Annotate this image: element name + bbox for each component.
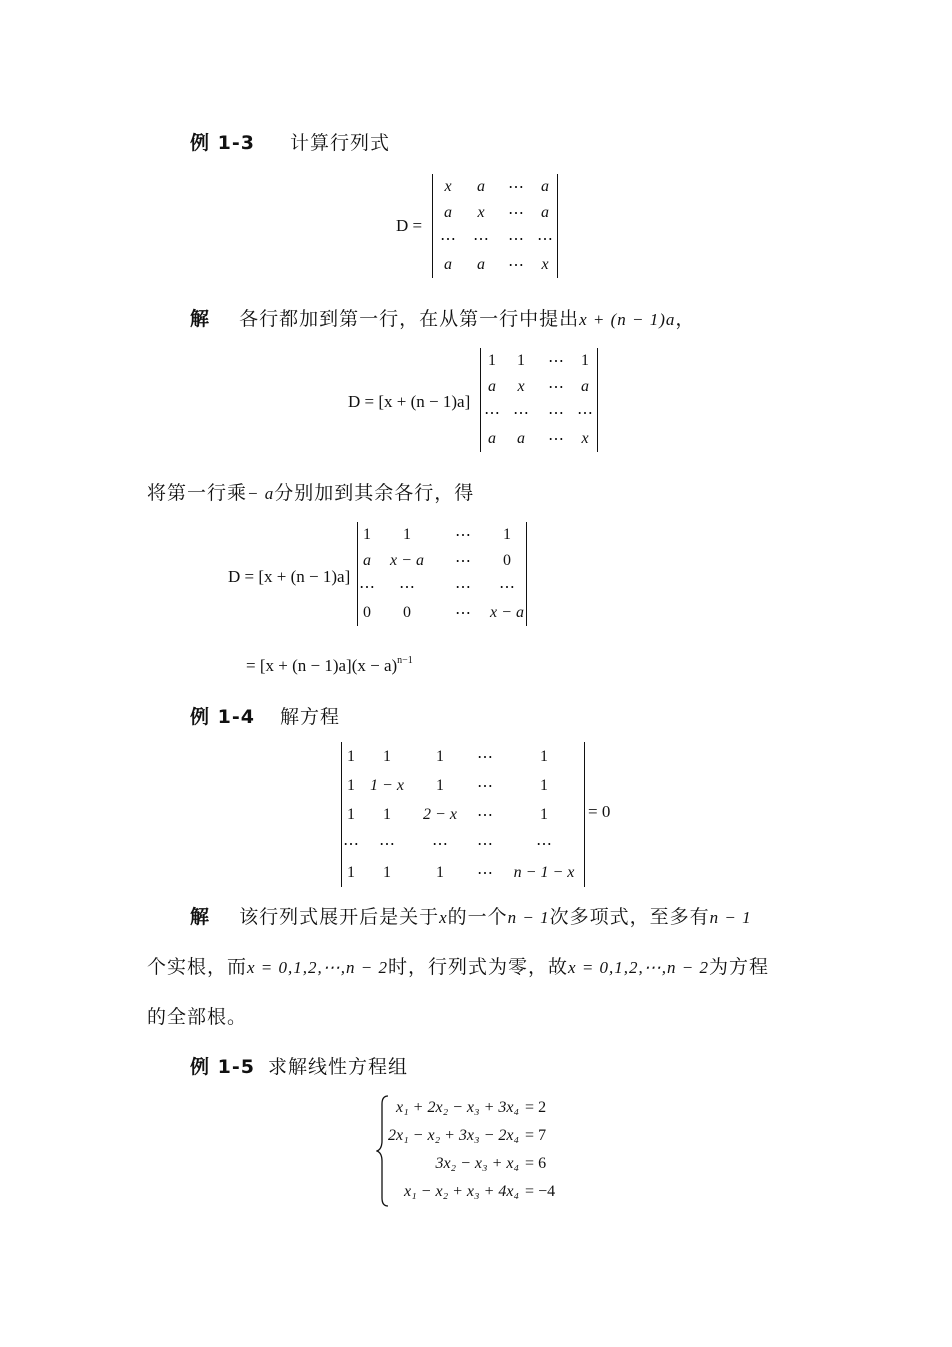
matrix-cell: x <box>541 256 549 273</box>
matrix-row <box>433 200 557 226</box>
matrix-cell: 1 <box>347 747 355 765</box>
matrix-cell: a <box>517 430 525 447</box>
matrix-cell: a <box>363 552 371 569</box>
matrix-row <box>358 522 526 548</box>
determinant-4 <box>341 742 585 887</box>
matrix-cell: ⋯ <box>508 179 524 196</box>
determinant-3 <box>357 522 527 626</box>
matrix-row <box>481 348 597 374</box>
matrix-cell: ⋯ <box>499 579 515 596</box>
solution-comma: ， <box>675 308 696 330</box>
matrix-cell: ⋯ <box>548 379 564 396</box>
math: n − 1 <box>507 908 550 927</box>
matrix-cell: a <box>477 256 485 273</box>
matrix-cell: 1 <box>503 526 511 543</box>
matrix-cell: ⋯ <box>379 835 395 853</box>
example-label: 例 1-3 <box>190 132 255 154</box>
matrix-cell: 0 <box>503 552 511 569</box>
matrix-cell: n − 1 − x <box>513 863 575 881</box>
matrix-row <box>342 858 584 887</box>
equation-lhs: 3x₂ − x₃ + x₄ <box>435 1155 520 1172</box>
equation-lhs: x₁ + 2x₂ − x₃ + 3x₄ <box>396 1099 520 1116</box>
matrix-cell: ⋯ <box>537 231 553 248</box>
solution-1-3-line <box>190 304 695 331</box>
matrix-cell: x <box>444 178 452 195</box>
matrix-cell: a <box>444 256 452 273</box>
solution-expr: x + (n − 1)a <box>579 310 676 329</box>
matrix-cell: ⋯ <box>440 231 456 248</box>
example-1-5-heading <box>190 1052 408 1079</box>
matrix-cell: ⋯ <box>455 579 471 596</box>
matrix-cell: ⋯ <box>359 579 375 596</box>
matrix-row <box>358 548 526 574</box>
text: 该行列式展开后是关于 <box>239 906 440 928</box>
matrix-cell: ⋯ <box>432 835 448 853</box>
math: x = 0,1,2,⋯,n − 2 <box>247 958 389 977</box>
matrix-cell: ⋯ <box>455 527 471 544</box>
text-2m: − a <box>247 484 275 503</box>
matrix-cell: a <box>581 378 589 395</box>
matrix-cell: 1 <box>540 776 548 794</box>
equation-row <box>388 1094 555 1122</box>
matrix-cell: ⋯ <box>399 579 415 596</box>
matrix-cell: ⋯ <box>484 405 500 422</box>
matrix-cell: x − a <box>490 604 524 621</box>
text: 次多项式，至多有 <box>549 906 710 928</box>
matrix-cell: ⋯ <box>477 777 493 795</box>
equation-lhs: x₁ − x₂ + x₃ + 4x₄ <box>404 1183 520 1200</box>
solution-1-3-line2 <box>147 478 474 505</box>
matrix-row <box>481 400 597 426</box>
text: 为方程 <box>709 956 770 978</box>
matrix-cell: x − a <box>390 552 424 569</box>
equation-rhs: = 2 <box>525 1099 547 1116</box>
matrix-cell: ⋯ <box>477 864 493 882</box>
example-1-4-heading <box>190 702 340 729</box>
equation-row <box>388 1178 555 1206</box>
matrix-cell: 0 <box>403 604 411 621</box>
result-line <box>246 655 413 676</box>
matrix-cell: ⋯ <box>477 806 493 824</box>
matrix-cell: ⋯ <box>577 405 593 422</box>
matrix-cell: ⋯ <box>548 431 564 448</box>
solution-label: 解 <box>190 906 211 928</box>
solution-1-4-line3: 的全部根。 <box>147 1006 248 1028</box>
matrix-cell: 1 <box>581 352 589 369</box>
solution-1-4-line2 <box>147 952 769 979</box>
matrix-cell: a <box>488 378 496 395</box>
matrix-cell: 1 <box>436 863 444 881</box>
example-title: 求解线性方程组 <box>268 1056 409 1078</box>
matrix-row <box>342 800 584 829</box>
math: x = 0,1,2,⋯,n − 2 <box>568 958 710 977</box>
matrix-cell: 1 <box>383 805 391 823</box>
matrix-cell: a <box>444 204 452 221</box>
math: n − 1 <box>709 908 752 927</box>
matrix-row <box>342 829 584 858</box>
determinant-1 <box>432 174 558 278</box>
matrix-cell: ⋯ <box>536 835 552 853</box>
matrix-cell: ⋯ <box>477 748 493 766</box>
matrix-cell: ⋯ <box>455 553 471 570</box>
result: = [x + (n − 1)a](x − a) <box>246 656 398 675</box>
matrix-cell: 1 <box>403 526 411 543</box>
text-2b: 分别加到其余各行，得 <box>274 482 475 504</box>
matrix-cell: 1 <box>517 352 525 369</box>
matrix-row <box>433 252 557 278</box>
matrix-cell: ⋯ <box>548 405 564 422</box>
equation-row <box>388 1150 555 1178</box>
matrix-row <box>433 174 557 200</box>
text: 的一个 <box>447 906 508 928</box>
matrix-cell: 1 <box>347 776 355 794</box>
matrix-cell: ⋯ <box>513 405 529 422</box>
example-title: 解方程 <box>280 706 341 728</box>
equation-rhs: = 0 <box>588 802 611 821</box>
matrix-row <box>481 426 597 452</box>
matrix-cell: ⋯ <box>343 835 359 853</box>
solution-label: 解 <box>190 308 211 330</box>
matrix-cell: 1 <box>383 863 391 881</box>
det-lhs-3: D = [x + (n − 1)a] <box>228 567 351 586</box>
matrix-cell: a <box>541 204 549 221</box>
matrix-cell: x <box>517 378 525 395</box>
example-title: 计算行列式 <box>290 132 391 154</box>
det-lhs-2: D = [x + (n − 1)a] <box>348 392 471 411</box>
result-exponent: n−1 <box>397 655 413 666</box>
equation-rhs: = 6 <box>525 1155 547 1172</box>
matrix-row <box>342 771 584 800</box>
matrix-cell: ⋯ <box>508 231 524 248</box>
matrix-cell: ⋯ <box>473 231 489 248</box>
det-lhs: D = <box>396 216 423 235</box>
matrix-row <box>342 742 584 771</box>
matrix-cell: 0 <box>363 604 371 621</box>
matrix-row <box>481 374 597 400</box>
solution-1-4-line1 <box>190 902 752 929</box>
matrix-cell: a <box>488 430 496 447</box>
solution-text: 各行都加到第一行，在从第一行中提出 <box>239 308 580 330</box>
matrix-cell: 1 − x <box>370 776 404 794</box>
matrix-cell: x <box>477 204 485 221</box>
matrix-cell: ⋯ <box>548 353 564 370</box>
matrix-cell: 1 <box>347 805 355 823</box>
matrix-cell: 1 <box>363 526 371 543</box>
matrix-cell: ⋯ <box>455 605 471 622</box>
example-label: 例 1-4 <box>190 706 255 728</box>
matrix-cell: 1 <box>540 805 548 823</box>
matrix-cell: 1 <box>436 747 444 765</box>
matrix-cell: x <box>581 430 589 447</box>
equation-lhs: 2x₁ − x₂ + 3x₃ − 2x₄ <box>388 1127 520 1144</box>
matrix-row <box>358 574 526 600</box>
equation-rhs: = −4 <box>525 1183 556 1200</box>
matrix-row <box>433 226 557 252</box>
equation-row <box>388 1122 555 1150</box>
text-2a: 将第一行乘 <box>147 482 248 504</box>
matrix-cell: ⋯ <box>508 205 524 222</box>
matrix-cell: ⋯ <box>508 257 524 274</box>
matrix-cell: 1 <box>488 352 496 369</box>
matrix-cell: a <box>541 178 549 195</box>
equation-rhs: = 7 <box>525 1127 547 1144</box>
example-1-3-heading <box>190 128 390 155</box>
text: 个实根，而 <box>147 956 248 978</box>
matrix-cell: 1 <box>383 747 391 765</box>
math: x <box>439 908 448 927</box>
matrix-row <box>358 600 526 626</box>
matrix-cell: ⋯ <box>477 835 493 853</box>
matrix-cell: 1 <box>540 747 548 765</box>
matrix-cell: 1 <box>347 863 355 881</box>
determinant-2 <box>480 348 598 452</box>
matrix-cell: 2 − x <box>423 805 457 823</box>
matrix-cell: 1 <box>436 776 444 794</box>
matrix-cell: a <box>477 178 485 195</box>
text: 时，行列式为零，故 <box>388 956 569 978</box>
example-label: 例 1-5 <box>190 1056 255 1078</box>
